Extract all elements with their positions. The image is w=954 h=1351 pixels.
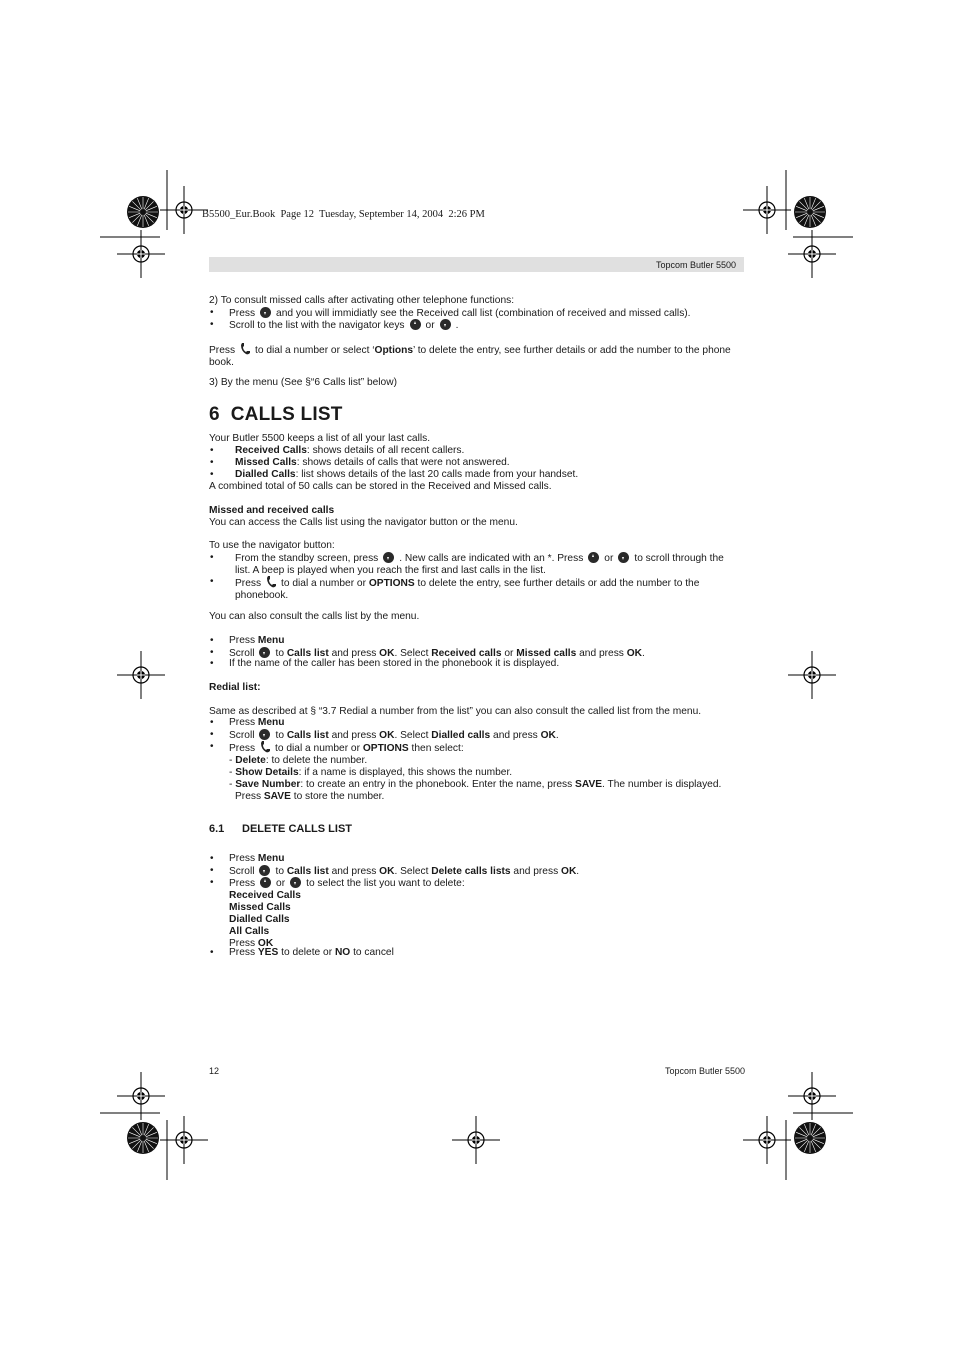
bullet: • bbox=[210, 445, 214, 456]
redial-bullet-press: Press Menu bbox=[229, 717, 285, 728]
list-item: Received Calls bbox=[229, 890, 301, 901]
bullet: • bbox=[210, 865, 214, 876]
bullet: • bbox=[210, 877, 214, 888]
nav-down-icon bbox=[259, 865, 270, 876]
bullet: • bbox=[210, 647, 214, 658]
subsection-number: 6.1 bbox=[209, 823, 225, 835]
received-calls-item: Received Calls: shows details of all recent callers. bbox=[235, 445, 465, 456]
handset-icon bbox=[266, 576, 276, 588]
intro-item-2: 2) To consult missed calls after activating other telephone functions: bbox=[209, 295, 515, 306]
delete-bullet-confirm: Press YES to delete or NO to cancel bbox=[229, 947, 394, 958]
navigator-bullet-press: Press to dial a number or OPTIONS to delete the entry, see further details or add the number to the phonebook. bbox=[235, 578, 700, 601]
delete-bullet-select: Press or to select the list you want to delete: Received Calls Missed Calls Dialled Calls All Calls Press OK bbox=[229, 878, 465, 949]
menu-intro: You can also consult the calls list by the menu. bbox=[209, 611, 420, 622]
nav-down-icon bbox=[260, 307, 271, 318]
nav-down-icon bbox=[383, 552, 394, 563]
handset-icon bbox=[260, 741, 270, 753]
navigator-bullet-standby: From the standby screen, press . New calls are indicated with an *. Press or to scroll through the list. A beep is played when you reach the first and last calls in the list. bbox=[235, 553, 724, 576]
redial-bullet-dial: Press to dial a number or OPTIONS then select: - Delete: to delete the number. - Show Details: if a name is displayed, this shows the number. - Save Number: to create an entry in the phonebook. Enter the name, press SAVE. The number is displayed. Press SAVE to store the number. bbox=[229, 743, 722, 802]
nav-down-icon bbox=[290, 877, 301, 888]
subsection-title: DELETE CALLS LIST bbox=[242, 823, 352, 835]
nav-up-icon bbox=[588, 552, 599, 563]
nav-down-icon bbox=[259, 647, 270, 658]
subheading-redial: Redial list: bbox=[209, 682, 261, 693]
menu-bullet-press: Press Menu bbox=[229, 635, 285, 646]
list-item: Missed Calls bbox=[229, 902, 291, 913]
page-number: 12 bbox=[209, 1066, 220, 1076]
header-title: Topcom Butler 5500 bbox=[655, 260, 736, 270]
navigator-intro: To use the navigator button: bbox=[209, 540, 335, 551]
combined-total-text: A combined total of 50 calls can be stored in the Received and Missed calls. bbox=[209, 481, 552, 492]
bullet: • bbox=[210, 947, 214, 958]
section-lead: Your Butler 5500 keeps a list of all your last calls. bbox=[209, 433, 431, 444]
bullet: • bbox=[210, 307, 214, 318]
bullet: • bbox=[210, 741, 214, 752]
intro-bullet-scroll: Scroll to the list with the navigator keys or . bbox=[229, 320, 459, 331]
bullet: • bbox=[210, 853, 214, 864]
intro-press-paragraph: Press to dial a number or select ‘Options’ to delete the entry, see further details or add the number to the phone book. bbox=[209, 345, 731, 368]
bullet: • bbox=[210, 319, 214, 330]
subheading-missed-received: Missed and received calls bbox=[209, 505, 335, 516]
section-heading: 6 CALLS LIST bbox=[209, 404, 343, 425]
delete-bullet-scroll: Scroll to Calls list and press OK. Select Delete calls lists and press OK. bbox=[229, 866, 580, 877]
bullet: • bbox=[210, 717, 214, 728]
bullet: • bbox=[210, 457, 214, 468]
list-item: Dialled Calls bbox=[229, 914, 290, 925]
nav-down-icon bbox=[259, 729, 270, 740]
intro-bullet-press: Press and you will immidiatly see the Received call list (combination of received and missed calls). bbox=[229, 308, 691, 319]
dialled-calls-item: Dialled Calls: list shows details of the last 20 calls made from your handset. bbox=[235, 469, 579, 480]
bullet: • bbox=[210, 658, 214, 669]
menu-bullet-scroll: Scroll to Calls list and press OK. Select Received calls or Missed calls and press OK. bbox=[229, 648, 645, 659]
redial-bullet-scroll: Scroll to Calls list and press OK. Select Dialled calls and press OK. bbox=[229, 730, 559, 741]
intro-item-3: 3) By the menu (See §“6 Calls list” below) bbox=[209, 377, 397, 388]
nav-up-icon bbox=[410, 319, 421, 330]
bullet: • bbox=[210, 635, 214, 646]
nav-up-icon bbox=[260, 877, 271, 888]
footer-product: Topcom Butler 5500 bbox=[664, 1066, 745, 1076]
menu-bullet-name: If the name of the caller has been stored in the phonebook it is displayed. bbox=[229, 658, 560, 669]
missed-received-text: You can access the Calls list using the navigator button or the menu. bbox=[209, 517, 518, 528]
missed-calls-item: Missed Calls: shows details of calls that were not answered. bbox=[235, 457, 510, 468]
print-slug: B5500_Eur.Book Page 12 Tuesday, September 14, 2004 2:26 PM bbox=[202, 209, 485, 220]
redial-text: Same as described at § “3.7 Redial a number from the list” you can also consult the called list from the menu. bbox=[209, 706, 702, 717]
bullet: • bbox=[210, 576, 214, 587]
delete-bullet-press: Press Menu bbox=[229, 853, 285, 864]
bullet: • bbox=[210, 469, 214, 480]
nav-down-icon bbox=[440, 319, 451, 330]
nav-down-icon bbox=[618, 552, 629, 563]
handset-icon bbox=[240, 343, 250, 355]
list-item: All Calls bbox=[229, 926, 270, 937]
bullet: • bbox=[210, 552, 214, 563]
bullet: • bbox=[210, 729, 214, 740]
